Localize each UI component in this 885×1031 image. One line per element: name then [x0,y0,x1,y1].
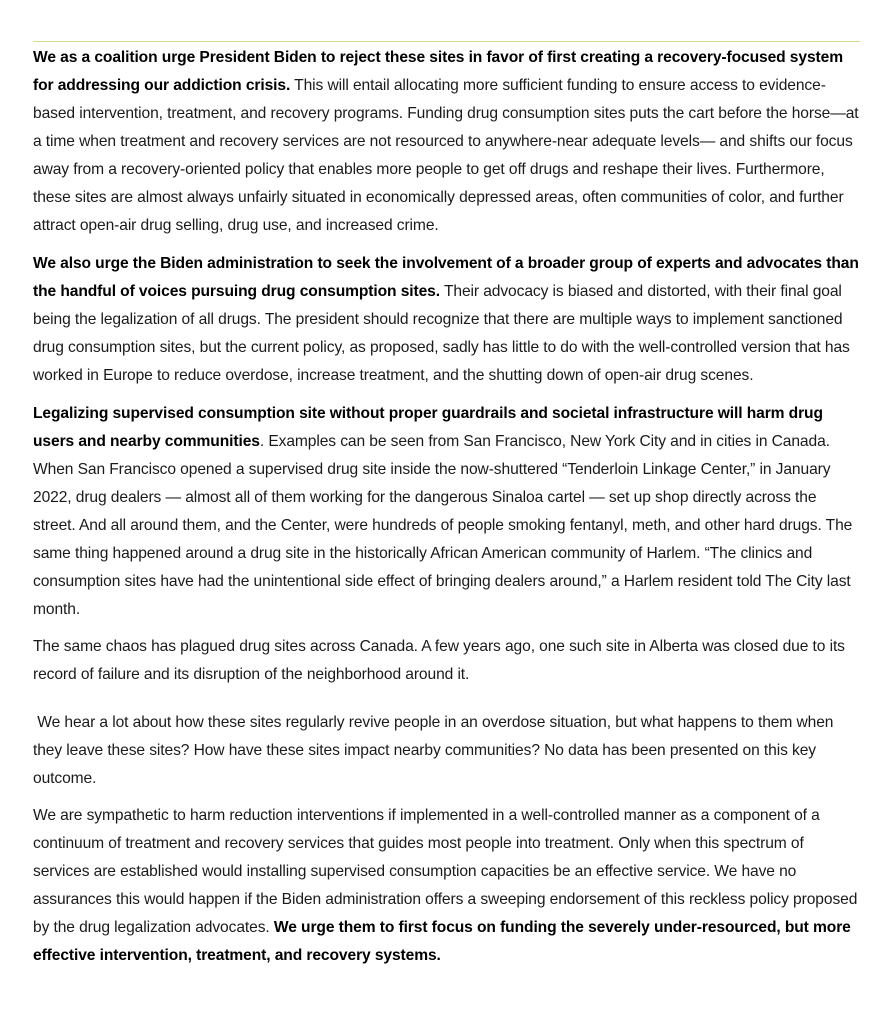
paragraph-canada [33,633,859,689]
article-body [33,44,859,982]
paragraph-recovery-system [33,44,859,240]
paragraph-text: We are sympathetic to harm reduction interventions if implemented in a well-controlled manner as a component of a continuum of treatment and recovery services that guides most people into treatment. Only when this spectrum of services are established would installing supervised consumption capacities be an effective service. We have no assurances this would happen if the Biden administration offers a sweeping endorsement of this reckless policy proposed by the drug legalization advocates. [33,807,858,936]
paragraph-closing-bold: We urge them to first focus on funding the severely under-resourced, but more effective intervention, treatment, and recovery systems. [33,919,851,964]
paragraph-harm-reduction [33,802,859,970]
paragraph-harm-communities [33,400,859,624]
paragraph-broader-experts [33,250,859,390]
paragraph-text: This will entail allocating more sufficient funding to ensure access to evidence-based intervention, treatment, and recovery programs. Funding drug consumption sites puts the cart before the horse—at a time when treatment and recovery services are not resourced to anywhere-near adequate levels— and shifts our focus away from a recovery-oriented policy that enables more people to get off drugs and reshape their lives. Furthermore, these sites are almost always unfairly situated in economically depressed areas, often communities of color, and further attract open-air drug selling, drug use, and increased crime. [33,77,859,234]
top-divider [33,41,860,42]
paragraph-overdose-outcomes [33,709,859,793]
paragraph-text: . Examples can be seen from San Francisco, New York City and in cities in Canada. When San Francisco opened a supervised drug site inside the now-shuttered “Tenderloin Linkage Center,” in January 2022, drug dealers — almost all of them working for the dangerous Sinaloa cartel — set up shop directly across the street. And all around them, and the Center, were hundreds of people smoking fentanyl, meth, and other hard drugs. The same thing happened around a drug site in the historically African American community of Harlem. “The clinics and consumption sites have had the unintentional side effect of bringing dealers around,” a Harlem resident told The City last month. [33,433,853,618]
paragraph-lead-bold: We also urge the Biden administration to seek the involvement of a broader group of experts and advocates than the handful of voices pursuing drug consumption sites. [33,255,859,300]
paragraph-lead-bold: Legalizing supervised consumption site without proper guardrails and societal infrastructure will harm drug users and nearby communities [33,405,823,450]
paragraph-text: The same chaos has plagued drug sites across Canada. A few years ago, one such site in Alberta was closed due to its record of failure and its disruption of the neighborhood around it. [33,638,845,683]
paragraph-text: We hear a lot about how these sites regularly revive people in an overdose situation, but what happens to them when they leave these sites? How have these sites impact nearby communities? No data has been presented on this key outcome. [33,714,838,787]
paragraph-lead-bold: We as a coalition urge President Biden to reject these sites in favor of first creating a recovery-focused system for addressing our addiction crisis. [33,49,843,94]
paragraph-text: Their advocacy is biased and distorted, with their final goal being the legalization of all drugs. The president should recognize that there are multiple ways to implement sanctioned drug consumption sites, but the current policy, as proposed, sadly has little to do with the well-controlled version that has worked in Europe to reduce overdose, increase treatment, and the shutting down of open-air drug scenes. [33,283,850,384]
